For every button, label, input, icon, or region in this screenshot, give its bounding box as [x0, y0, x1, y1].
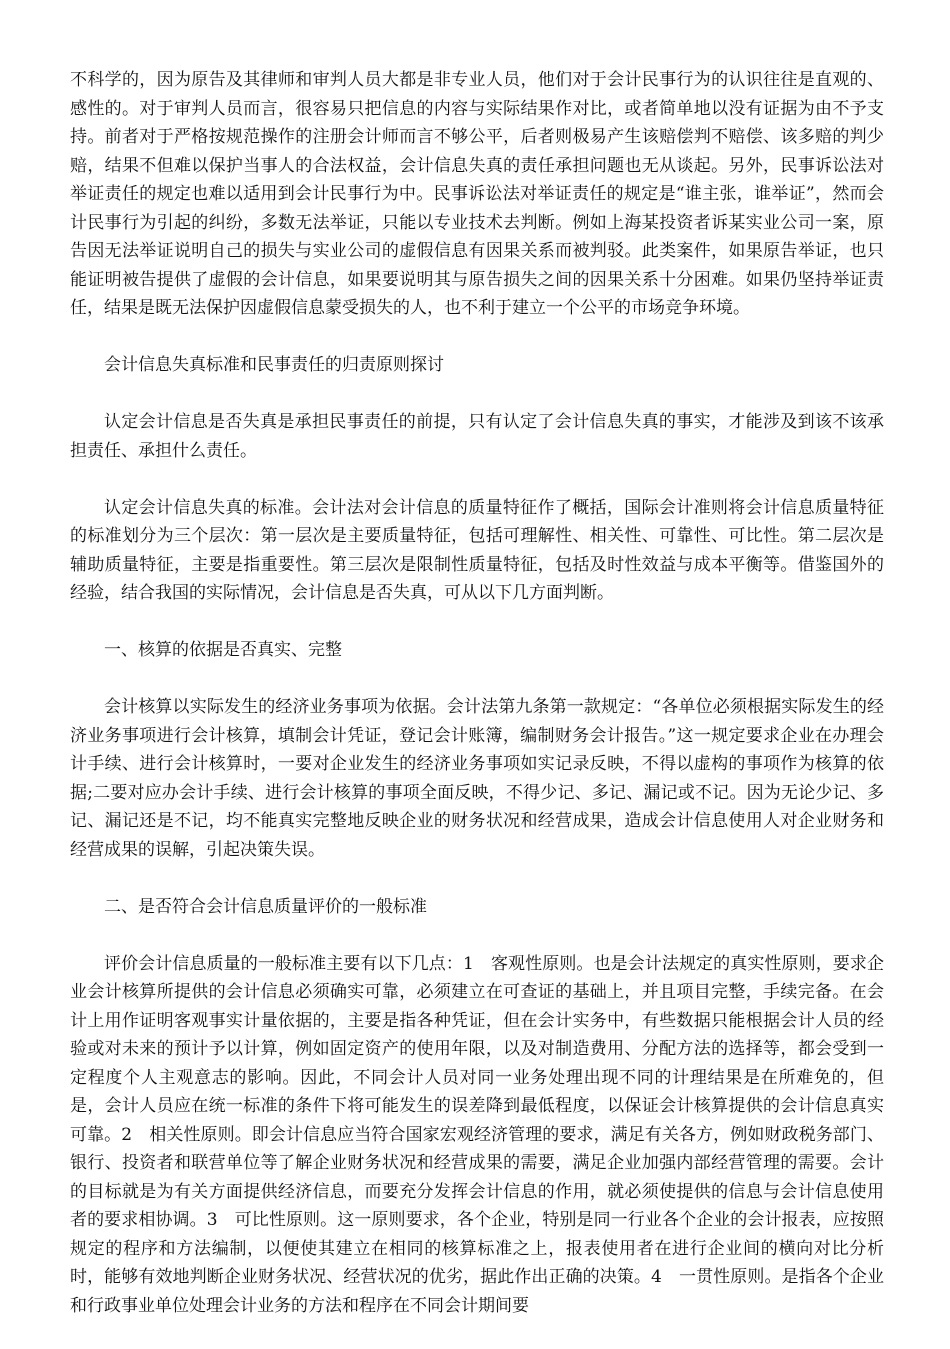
intro-paragraph: 不科学的，因为原告及其律师和审判人员大都是非专业人员，他们对于会计民事行为的认识往往是直观的、感性的。对于审判人员而言，很容易只把信息的内容与实际结果作对比，或者简单地以没有证据为由不予支持。前者对于严格按规范操作的注册会计师而言不够公平，后者则极易产生该赔偿判不赔偿、该多赔的判少赔，结果不但难以保护当事人的合法权益，会计信息失真的责任承担问题也无从谈起。另外，民事诉讼法对举证责任的规定也难以适用到会计民事行为中。民事诉讼法对举证责任的规定是“谁主张，谁举证”，然而会计民事行为引起的纠纷，多数无法举证，只能以专业技术去判断。例如上海某投资者诉某实业公司一案，原告因无法举证说明自己的损失与实业公司的虚假信息有因果关系而被判驳。此类案件，如果原告举证，也只能证明被告提供了虚假的会计信息，如果要说明其与原告损失之间的因果关系十分困难。如果仍坚持举证责任，结果是既无法保护因虚假信息蒙受损失的人，也不利于建立一个公平的市场竞争环境。	[70, 70, 884, 318]
standard-paragraph: 认定会计信息失真的标准。会计法对会计信息的质量特征作了概括，国际会计准则将会计信息质量特征的标准划分为三个层次：第一层次是主要质量特征，包括可理解性、相关性、可靠性、可比性。第二层次是辅助质量特征，主要是指重要性。第三层次是限制性质量特征，包括及时性效益与成本平衡等。借鉴国外的经验，结合我国的实际情况，会计信息是否失真，可从以下几方面判断。	[70, 497, 884, 603]
basis-paragraph: 会计核算以实际发生的经济业务事项为依据。会计法第九条第一款规定：“各单位必须根据实际发生的经济业务事项进行会计核算，填制会计凭证，登记会计账簿，编制财务会计报告。”这一规定要求企业在办理会计手续、进行会计核算时，一要对企业发生的经济业务事项如实记录反映，不得以虚构的事项作为核算的依据;二要对应办会计手续、进行会计核算的事项全面反映，不得少记、多记、漏记或不记。因为无论少记、多记、漏记还是不记，均不能真实完整地反映企业的财务状况和经营成果，造成会计信息使用人对企业财务和经营成果的误解，引起决策失误。	[70, 697, 884, 860]
heading-one: 一、核算的依据是否真实、完整	[104, 640, 342, 660]
section-heading: 会计信息失真标准和民事责任的归责原则探讨	[104, 355, 444, 375]
heading-two: 二、是否符合会计信息质量评价的一般标准	[104, 896, 427, 917]
premise-paragraph: 认定会计信息是否失真是承担民事责任的前提，只有认定了会计信息失真的事实，才能涉及到该不该承担责任、承担什么责任。	[70, 412, 884, 461]
document-page	[70, 66, 884, 1349]
quality-standards-paragraph: 评价会计信息质量的一般标准主要有以下几点：1 客观性原则。也是会计法规定的真实性原则，要求企业会计核算所提供的会计信息必须确实可靠，必须建立在可查证的基础上，并且项目完整，手续完备。在会计上用作证明客观事实计量依据的，主要是指各种凭证，但在会计实务中，有些数据只能根据会计人员的经验或对未来的预计予以计算，例如固定资产的使用年限，以及对制造费用、分配方法的选择等，都会受到一定程度个人主观意志的影响。因此，不同会计人员对同一业务处理出现不同的计理结果是在所难免的，但是，会计人员应在统一标准的条件下将可能发生的误差降到最低程度，以保证会计核算提供的会计信息真实可靠。2 相关性原则。即会计信息应当符合国家宏观经济管理的要求，满足有关各方，例如财政税务部门、银行、投资者和联营单位等了解企业财务状况和经营成果的需要，满足企业加强内部经营管理的需要。会计的目标就是为有关方面提供经济信息，而要充分发挥会计信息的作用，就必须使提供的信息与会计信息使用者的要求相协调。3 可比性原则。这一原则要求，各个企业，特别是同一行业各个企业的会计报表，应按照规定的程序和方法编制，以便使其建立在相同的核算标准之上，报表使用者在进行企业间的横向对比分析时，能够有效地判断企业财务状况、经营状况的优劣，据此作出正确的决策。4 一贯性原则。是指各个企业和行政事业单位处理会计业务的方法和程序在不同会计期间要	[70, 953, 884, 1316]
